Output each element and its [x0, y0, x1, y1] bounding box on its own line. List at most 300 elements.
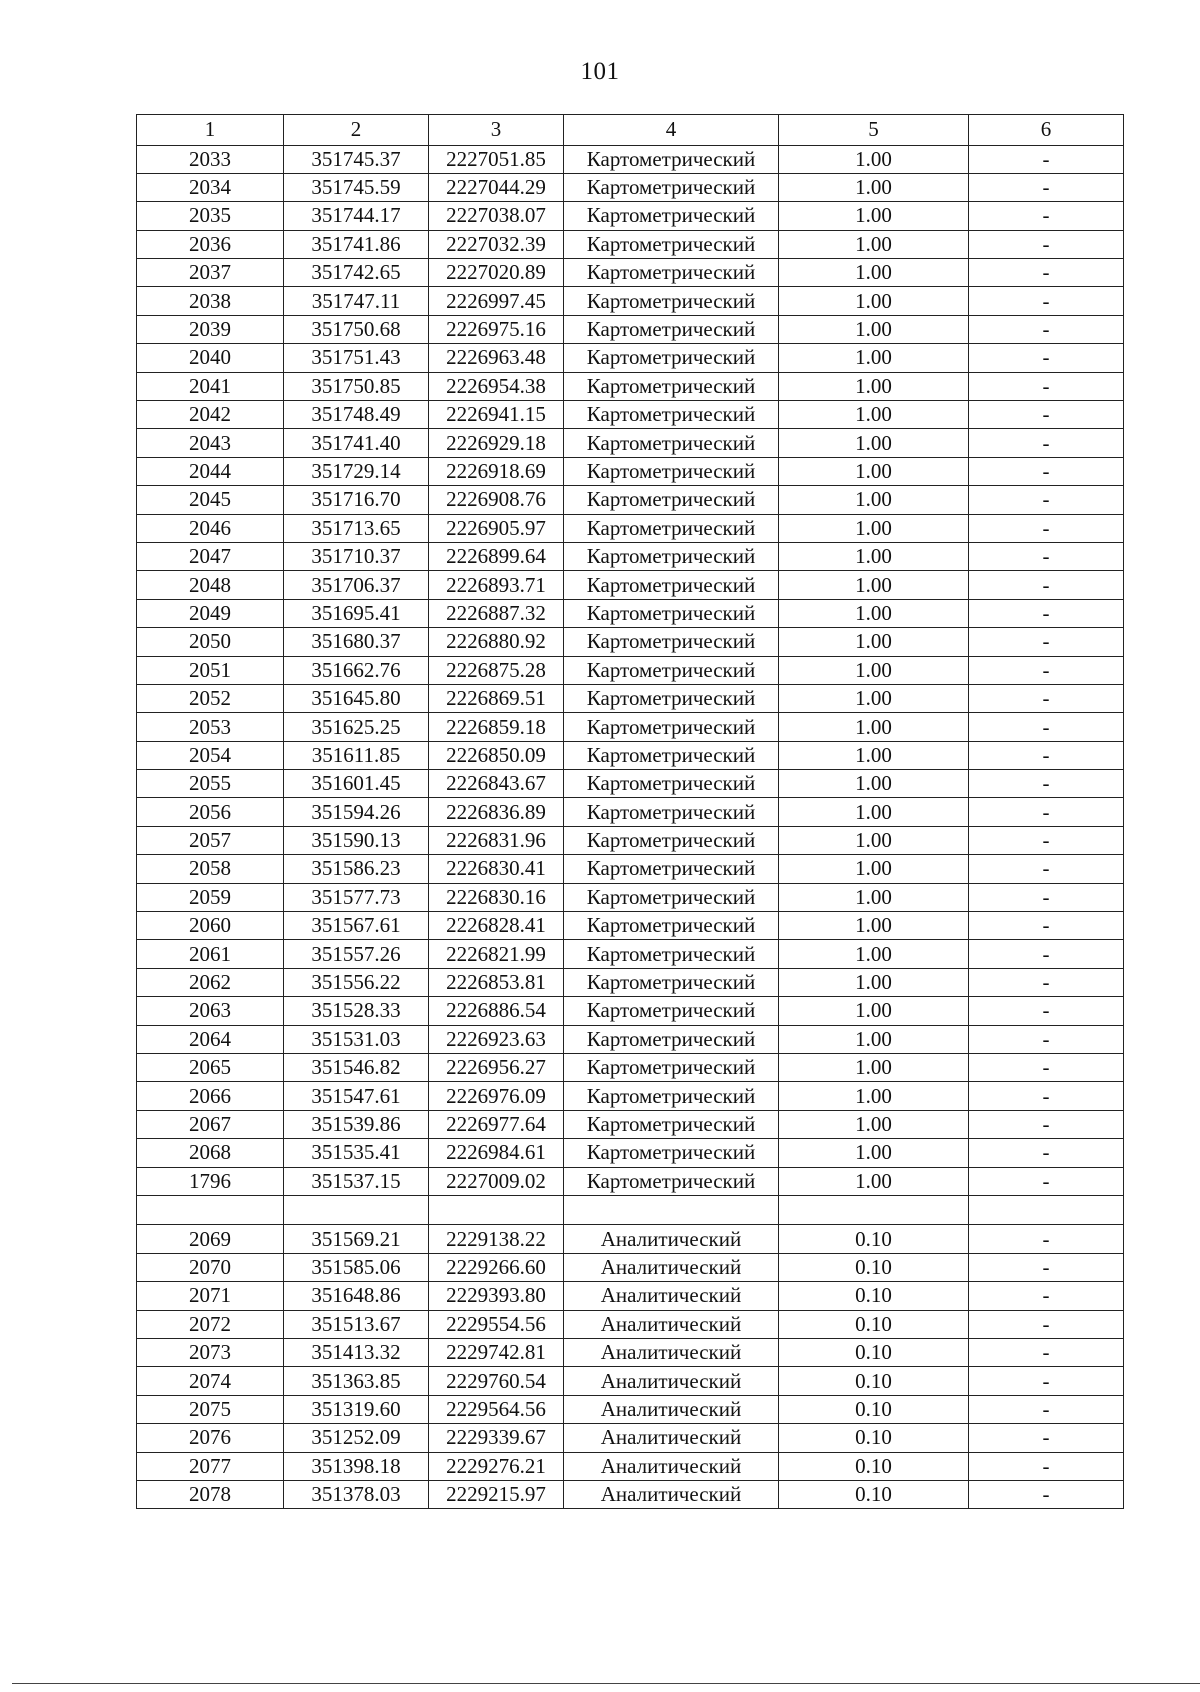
table-row — [137, 883, 1124, 911]
accuracy-cell: 1.00 — [779, 1025, 969, 1053]
point-number-cell: 2056 — [137, 798, 284, 826]
x-coordinate-cell: 351625.25 — [284, 713, 429, 741]
table-row — [137, 1367, 1124, 1395]
x-coordinate-cell: 351513.67 — [284, 1310, 429, 1338]
accuracy-cell: 1.00 — [779, 968, 969, 996]
table-row — [137, 1452, 1124, 1480]
note-cell: - — [969, 1167, 1124, 1195]
point-number-cell: 2063 — [137, 997, 284, 1025]
x-coordinate-cell: 351398.18 — [284, 1452, 429, 1480]
note-cell: - — [969, 315, 1124, 343]
table-row — [137, 1110, 1124, 1138]
x-coordinate-cell: 351537.15 — [284, 1167, 429, 1195]
y-coordinate-cell: 2226828.41 — [429, 912, 564, 940]
y-coordinate-cell: 2229742.81 — [429, 1339, 564, 1367]
y-coordinate-cell: 2226976.09 — [429, 1082, 564, 1110]
method-cell: Картометрический — [564, 542, 779, 570]
method-cell: Картометрический — [564, 968, 779, 996]
empty-cell — [284, 1195, 429, 1225]
method-cell: Аналитический — [564, 1424, 779, 1452]
x-coordinate-cell: 351710.37 — [284, 542, 429, 570]
method-cell: Картометрический — [564, 997, 779, 1025]
accuracy-cell: 1.00 — [779, 315, 969, 343]
y-coordinate-cell: 2226831.96 — [429, 826, 564, 854]
accuracy-cell: 1.00 — [779, 940, 969, 968]
x-coordinate-cell: 351252.09 — [284, 1424, 429, 1452]
point-number-cell: 2038 — [137, 287, 284, 315]
table-row — [137, 684, 1124, 712]
table-row — [137, 1225, 1124, 1253]
note-cell: - — [969, 372, 1124, 400]
point-number-cell: 2037 — [137, 259, 284, 287]
accuracy-cell: 0.10 — [779, 1253, 969, 1281]
table-row — [137, 997, 1124, 1025]
accuracy-cell: 1.00 — [779, 1110, 969, 1138]
method-cell: Аналитический — [564, 1480, 779, 1508]
method-cell: Картометрический — [564, 1025, 779, 1053]
x-coordinate-cell: 351680.37 — [284, 628, 429, 656]
x-coordinate-cell: 351539.86 — [284, 1110, 429, 1138]
y-coordinate-cell: 2226850.09 — [429, 741, 564, 769]
page-number: 101 — [580, 58, 620, 85]
accuracy-cell: 1.00 — [779, 883, 969, 911]
column-header-2: 2 — [284, 115, 429, 146]
method-cell: Картометрический — [564, 344, 779, 372]
group-separator-row — [137, 1195, 1124, 1225]
table-row — [137, 912, 1124, 940]
method-cell: Картометрический — [564, 1139, 779, 1167]
y-coordinate-cell: 2226843.67 — [429, 770, 564, 798]
y-coordinate-cell: 2226963.48 — [429, 344, 564, 372]
header-row — [137, 115, 1124, 146]
y-coordinate-cell: 2229339.67 — [429, 1424, 564, 1452]
method-cell: Картометрический — [564, 401, 779, 429]
x-coordinate-cell: 351319.60 — [284, 1395, 429, 1423]
y-coordinate-cell: 2229266.60 — [429, 1253, 564, 1281]
y-coordinate-cell: 2226975.16 — [429, 315, 564, 343]
y-coordinate-cell: 2226929.18 — [429, 429, 564, 457]
accuracy-cell: 1.00 — [779, 571, 969, 599]
y-coordinate-cell: 2226887.32 — [429, 599, 564, 627]
y-coordinate-cell: 2226830.16 — [429, 883, 564, 911]
method-cell: Картометрический — [564, 514, 779, 542]
method-cell: Картометрический — [564, 1082, 779, 1110]
note-cell: - — [969, 287, 1124, 315]
x-coordinate-cell: 351751.43 — [284, 344, 429, 372]
method-cell: Аналитический — [564, 1310, 779, 1338]
accuracy-cell: 1.00 — [779, 1167, 969, 1195]
table-row — [137, 656, 1124, 684]
y-coordinate-cell: 2229215.97 — [429, 1480, 564, 1508]
method-cell: Картометрический — [564, 173, 779, 201]
note-cell: - — [969, 1339, 1124, 1367]
x-coordinate-cell: 351577.73 — [284, 883, 429, 911]
x-coordinate-cell: 351662.76 — [284, 656, 429, 684]
method-cell: Картометрический — [564, 628, 779, 656]
accuracy-cell: 1.00 — [779, 628, 969, 656]
table-row — [137, 940, 1124, 968]
method-cell: Аналитический — [564, 1452, 779, 1480]
point-number-cell: 2049 — [137, 599, 284, 627]
point-number-cell: 2072 — [137, 1310, 284, 1338]
note-cell: - — [969, 628, 1124, 656]
table-row — [137, 1139, 1124, 1167]
y-coordinate-cell: 2226918.69 — [429, 457, 564, 485]
x-coordinate-cell: 351744.17 — [284, 202, 429, 230]
table-row — [137, 344, 1124, 372]
table-row — [137, 287, 1124, 315]
method-cell: Картометрический — [564, 429, 779, 457]
table-row — [137, 1253, 1124, 1281]
note-cell: - — [969, 259, 1124, 287]
y-coordinate-cell: 2227038.07 — [429, 202, 564, 230]
point-number-cell: 1796 — [137, 1167, 284, 1195]
point-number-cell: 2074 — [137, 1367, 284, 1395]
note-cell: - — [969, 940, 1124, 968]
note-cell: - — [969, 855, 1124, 883]
table-row — [137, 1480, 1124, 1508]
note-cell: - — [969, 571, 1124, 599]
method-cell: Картометрический — [564, 372, 779, 400]
y-coordinate-cell: 2226853.81 — [429, 968, 564, 996]
y-coordinate-cell: 2229276.21 — [429, 1452, 564, 1480]
note-cell: - — [969, 713, 1124, 741]
y-coordinate-cell: 2226899.64 — [429, 542, 564, 570]
x-coordinate-cell: 351745.37 — [284, 145, 429, 173]
table-row — [137, 202, 1124, 230]
note-cell: - — [969, 1139, 1124, 1167]
table-row — [137, 429, 1124, 457]
accuracy-cell: 1.00 — [779, 1082, 969, 1110]
accuracy-cell: 0.10 — [779, 1282, 969, 1310]
table-row — [137, 372, 1124, 400]
note-cell: - — [969, 542, 1124, 570]
x-coordinate-cell: 351745.59 — [284, 173, 429, 201]
method-cell: Картометрический — [564, 855, 779, 883]
note-cell: - — [969, 826, 1124, 854]
table-row — [137, 457, 1124, 485]
method-cell: Картометрический — [564, 571, 779, 599]
note-cell: - — [969, 1225, 1124, 1253]
note-cell: - — [969, 230, 1124, 258]
accuracy-cell: 1.00 — [779, 912, 969, 940]
x-coordinate-cell: 351747.11 — [284, 287, 429, 315]
x-coordinate-cell: 351742.65 — [284, 259, 429, 287]
method-cell: Картометрический — [564, 1167, 779, 1195]
table-row — [137, 542, 1124, 570]
y-coordinate-cell: 2227020.89 — [429, 259, 564, 287]
y-coordinate-cell: 2226954.38 — [429, 372, 564, 400]
accuracy-cell: 1.00 — [779, 372, 969, 400]
y-coordinate-cell: 2226821.99 — [429, 940, 564, 968]
method-cell: Картометрический — [564, 259, 779, 287]
table-row — [137, 1167, 1124, 1195]
coordinates-table — [136, 114, 1124, 1509]
y-coordinate-cell: 2226875.28 — [429, 656, 564, 684]
note-cell: - — [969, 1395, 1124, 1423]
method-cell: Картометрический — [564, 684, 779, 712]
x-coordinate-cell: 351557.26 — [284, 940, 429, 968]
accuracy-cell: 1.00 — [779, 287, 969, 315]
note-cell: - — [969, 599, 1124, 627]
method-cell: Картометрический — [564, 912, 779, 940]
note-cell: - — [969, 145, 1124, 173]
point-number-cell: 2052 — [137, 684, 284, 712]
method-cell: Картометрический — [564, 883, 779, 911]
empty-cell — [779, 1195, 969, 1225]
x-coordinate-cell: 351713.65 — [284, 514, 429, 542]
y-coordinate-cell: 2226893.71 — [429, 571, 564, 599]
y-coordinate-cell: 2229138.22 — [429, 1225, 564, 1253]
accuracy-cell: 0.10 — [779, 1480, 969, 1508]
accuracy-cell: 1.00 — [779, 1054, 969, 1082]
page-bottom-rule — [12, 1683, 1200, 1684]
accuracy-cell: 1.00 — [779, 855, 969, 883]
x-coordinate-cell: 351695.41 — [284, 599, 429, 627]
accuracy-cell: 0.10 — [779, 1310, 969, 1338]
table-row — [137, 1282, 1124, 1310]
note-cell: - — [969, 656, 1124, 684]
method-cell: Картометрический — [564, 826, 779, 854]
point-number-cell: 2053 — [137, 713, 284, 741]
y-coordinate-cell: 2226830.41 — [429, 855, 564, 883]
y-coordinate-cell: 2226941.15 — [429, 401, 564, 429]
table-row — [137, 1025, 1124, 1053]
point-number-cell: 2059 — [137, 883, 284, 911]
x-coordinate-cell: 351378.03 — [284, 1480, 429, 1508]
accuracy-cell: 1.00 — [779, 457, 969, 485]
y-coordinate-cell: 2227044.29 — [429, 173, 564, 201]
method-cell: Картометрический — [564, 713, 779, 741]
table-body — [137, 145, 1124, 1509]
y-coordinate-cell: 2226997.45 — [429, 287, 564, 315]
x-coordinate-cell: 351750.68 — [284, 315, 429, 343]
point-number-cell: 2065 — [137, 1054, 284, 1082]
method-cell: Картометрический — [564, 230, 779, 258]
note-cell: - — [969, 1424, 1124, 1452]
point-number-cell: 2068 — [137, 1139, 284, 1167]
point-number-cell: 2039 — [137, 315, 284, 343]
note-cell: - — [969, 202, 1124, 230]
method-cell: Картометрический — [564, 599, 779, 627]
column-header-4: 4 — [564, 115, 779, 146]
point-number-cell: 2042 — [137, 401, 284, 429]
method-cell: Картометрический — [564, 940, 779, 968]
y-coordinate-cell: 2227032.39 — [429, 230, 564, 258]
table-row — [137, 628, 1124, 656]
y-coordinate-cell: 2226905.97 — [429, 514, 564, 542]
y-coordinate-cell: 2226836.89 — [429, 798, 564, 826]
table-row — [137, 855, 1124, 883]
accuracy-cell: 1.00 — [779, 1139, 969, 1167]
x-coordinate-cell: 351363.85 — [284, 1367, 429, 1395]
accuracy-cell: 1.00 — [779, 684, 969, 712]
accuracy-cell: 1.00 — [779, 145, 969, 173]
note-cell: - — [969, 684, 1124, 712]
accuracy-cell: 0.10 — [779, 1452, 969, 1480]
accuracy-cell: 1.00 — [779, 344, 969, 372]
accuracy-cell: 1.00 — [779, 514, 969, 542]
accuracy-cell: 0.10 — [779, 1395, 969, 1423]
table-row — [137, 968, 1124, 996]
column-header-1: 1 — [137, 115, 284, 146]
note-cell: - — [969, 1025, 1124, 1053]
point-number-cell: 2062 — [137, 968, 284, 996]
point-number-cell: 2051 — [137, 656, 284, 684]
table-row — [137, 259, 1124, 287]
x-coordinate-cell: 351547.61 — [284, 1082, 429, 1110]
method-cell: Картометрический — [564, 770, 779, 798]
note-cell: - — [969, 457, 1124, 485]
x-coordinate-cell: 351706.37 — [284, 571, 429, 599]
y-coordinate-cell: 2226956.27 — [429, 1054, 564, 1082]
note-cell: - — [969, 1452, 1124, 1480]
x-coordinate-cell: 351741.40 — [284, 429, 429, 457]
note-cell: - — [969, 344, 1124, 372]
method-cell: Картометрический — [564, 486, 779, 514]
x-coordinate-cell: 351567.61 — [284, 912, 429, 940]
table-row — [137, 713, 1124, 741]
table-row — [137, 315, 1124, 343]
note-cell: - — [969, 741, 1124, 769]
point-number-cell: 2046 — [137, 514, 284, 542]
accuracy-cell: 0.10 — [779, 1424, 969, 1452]
point-number-cell: 2066 — [137, 1082, 284, 1110]
table-row — [137, 1424, 1124, 1452]
table-row — [137, 486, 1124, 514]
accuracy-cell: 1.00 — [779, 826, 969, 854]
x-coordinate-cell: 351569.21 — [284, 1225, 429, 1253]
note-cell: - — [969, 173, 1124, 201]
point-number-cell: 2033 — [137, 145, 284, 173]
point-number-cell: 2061 — [137, 940, 284, 968]
table-row — [137, 1054, 1124, 1082]
column-header-6: 6 — [969, 115, 1124, 146]
y-coordinate-cell: 2226859.18 — [429, 713, 564, 741]
x-coordinate-cell: 351648.86 — [284, 1282, 429, 1310]
method-cell: Аналитический — [564, 1339, 779, 1367]
accuracy-cell: 1.00 — [779, 798, 969, 826]
accuracy-cell: 1.00 — [779, 599, 969, 627]
note-cell: - — [969, 1110, 1124, 1138]
point-number-cell: 2058 — [137, 855, 284, 883]
point-number-cell: 2040 — [137, 344, 284, 372]
column-header-5: 5 — [779, 115, 969, 146]
accuracy-cell: 1.00 — [779, 173, 969, 201]
y-coordinate-cell: 2226977.64 — [429, 1110, 564, 1138]
point-number-cell: 2078 — [137, 1480, 284, 1508]
x-coordinate-cell: 351586.23 — [284, 855, 429, 883]
accuracy-cell: 0.10 — [779, 1225, 969, 1253]
table-row — [137, 1310, 1124, 1338]
point-number-cell: 2034 — [137, 173, 284, 201]
x-coordinate-cell: 351611.85 — [284, 741, 429, 769]
column-header-3: 3 — [429, 115, 564, 146]
y-coordinate-cell: 2227009.02 — [429, 1167, 564, 1195]
note-cell: - — [969, 883, 1124, 911]
table-row — [137, 741, 1124, 769]
accuracy-cell: 1.00 — [779, 486, 969, 514]
point-number-cell: 2073 — [137, 1339, 284, 1367]
x-coordinate-cell: 351590.13 — [284, 826, 429, 854]
point-number-cell: 2069 — [137, 1225, 284, 1253]
point-number-cell: 2076 — [137, 1424, 284, 1452]
accuracy-cell: 1.00 — [779, 713, 969, 741]
x-coordinate-cell: 351741.86 — [284, 230, 429, 258]
method-cell: Аналитический — [564, 1282, 779, 1310]
point-number-cell: 2043 — [137, 429, 284, 457]
x-coordinate-cell: 351748.49 — [284, 401, 429, 429]
y-coordinate-cell: 2226886.54 — [429, 997, 564, 1025]
accuracy-cell: 1.00 — [779, 259, 969, 287]
method-cell: Картометрический — [564, 741, 779, 769]
method-cell: Картометрический — [564, 656, 779, 684]
x-coordinate-cell: 351601.45 — [284, 770, 429, 798]
point-number-cell: 2075 — [137, 1395, 284, 1423]
point-number-cell: 2070 — [137, 1253, 284, 1281]
note-cell: - — [969, 486, 1124, 514]
x-coordinate-cell: 351531.03 — [284, 1025, 429, 1053]
accuracy-cell: 1.00 — [779, 656, 969, 684]
point-number-cell: 2036 — [137, 230, 284, 258]
accuracy-cell: 1.00 — [779, 401, 969, 429]
table-row — [137, 401, 1124, 429]
table-row — [137, 1082, 1124, 1110]
table-row — [137, 571, 1124, 599]
empty-cell — [137, 1195, 284, 1225]
point-number-cell: 2041 — [137, 372, 284, 400]
y-coordinate-cell: 2226880.92 — [429, 628, 564, 656]
note-cell: - — [969, 798, 1124, 826]
point-number-cell: 2044 — [137, 457, 284, 485]
point-number-cell: 2055 — [137, 770, 284, 798]
y-coordinate-cell: 2229760.54 — [429, 1367, 564, 1395]
y-coordinate-cell: 2226908.76 — [429, 486, 564, 514]
method-cell: Картометрический — [564, 315, 779, 343]
point-number-cell: 2077 — [137, 1452, 284, 1480]
note-cell: - — [969, 1367, 1124, 1395]
accuracy-cell: 0.10 — [779, 1367, 969, 1395]
method-cell: Картометрический — [564, 457, 779, 485]
table-row — [137, 514, 1124, 542]
point-number-cell: 2060 — [137, 912, 284, 940]
x-coordinate-cell: 351535.41 — [284, 1139, 429, 1167]
method-cell: Картометрический — [564, 145, 779, 173]
method-cell: Картометрический — [564, 798, 779, 826]
empty-cell — [564, 1195, 779, 1225]
method-cell: Картометрический — [564, 1110, 779, 1138]
table-row — [137, 230, 1124, 258]
y-coordinate-cell: 2227051.85 — [429, 145, 564, 173]
note-cell: - — [969, 514, 1124, 542]
x-coordinate-cell: 351729.14 — [284, 457, 429, 485]
y-coordinate-cell: 2229393.80 — [429, 1282, 564, 1310]
table-row — [137, 1339, 1124, 1367]
note-cell: - — [969, 401, 1124, 429]
x-coordinate-cell: 351645.80 — [284, 684, 429, 712]
method-cell: Картометрический — [564, 202, 779, 230]
empty-cell — [429, 1195, 564, 1225]
table-row — [137, 826, 1124, 854]
method-cell: Аналитический — [564, 1225, 779, 1253]
y-coordinate-cell: 2229554.56 — [429, 1310, 564, 1338]
table-row — [137, 145, 1124, 173]
x-coordinate-cell: 351750.85 — [284, 372, 429, 400]
point-number-cell: 2035 — [137, 202, 284, 230]
table-row — [137, 798, 1124, 826]
method-cell: Аналитический — [564, 1395, 779, 1423]
accuracy-cell: 1.00 — [779, 542, 969, 570]
